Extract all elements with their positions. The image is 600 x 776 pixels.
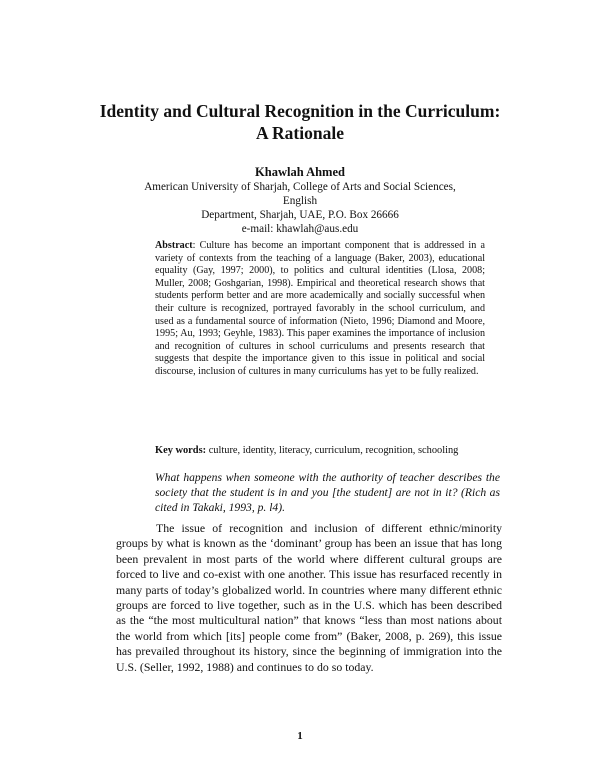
paper-title — [60, 100, 540, 144]
keywords — [155, 444, 495, 457]
abstract-label: Abstract — [155, 240, 193, 251]
author-affiliation — [130, 180, 470, 236]
keywords-label: Key words: — [155, 445, 207, 456]
keywords-text: culture, identity, literacy, curriculum, recognition, schooling — [206, 445, 459, 456]
body-paragraph: The issue of recognition and inclusion of different ethnic/minority groups by what is known as the ‘dominant’ group has been an issue that has long been prevalent in most parts of the world where different cultural groups are forced to live and co-exist with one another. This issue has resurfaced recently in many parts of today’s globalized world. In countries where many different ethnic groups are forced to live together, such as in the U.S. which has been described as the “the most multicultural nation” that knows “less than most nations about the world from which [its] people come from” (Baker, 2008, p. 269), this issue has prevailed throughout its history, since the beginning of immigration into the U.S. (Seller, 1992, 1988) and continues to do so today. — [116, 521, 502, 674]
paper-title-line-2: A Rationale — [256, 123, 344, 143]
affiliation-line-2: Department, Sharjah, UAE, P.O. Box 26666 — [201, 209, 399, 221]
author-name: Khawlah Ahmed — [255, 165, 345, 179]
affiliation-line-1: American University of Sharjah, College of Arts and Social Sciences, English — [144, 181, 456, 207]
page-number: 1 — [297, 730, 303, 742]
abstract — [155, 240, 485, 379]
paper-title-line-1: Identity and Cultural Recognition in the Curriculum: — [99, 101, 501, 121]
epigraph-quote: What happens when someone with the authority of teacher describes the society that the student is in and you [the student] are not in it? (Rich as cited in Takaki, 1993, p. l4). — [155, 471, 500, 514]
abstract-text: : Culture has become an important component that is addressed in a variety of contexts from the teaching of a language (Baker, 2003), educational equality (Gay, 1997; 2000), to politics and cultural identities (Llosa, 2008; Muller, 2008; Goshgarian, 1998). Empirical and theoretical research shows that students perform better and are more academically and socially successful when their culture is recognized, portrayed favorably in the school curriculum, and used as a fundamental source of information (Nieto, 1996; Diamond and Moore, 1995; Au, 1993; Geyhle, 1983). This paper examines the importance of inclusion and recognition of cultures in school curriculums and presents research that suggests that despite the importance given to this issue in political and social discourse, inclusion of cultures in many curriculums has yet to be fully realized. — [155, 240, 485, 377]
author-email: e-mail: khawlah@aus.edu — [241, 223, 359, 235]
